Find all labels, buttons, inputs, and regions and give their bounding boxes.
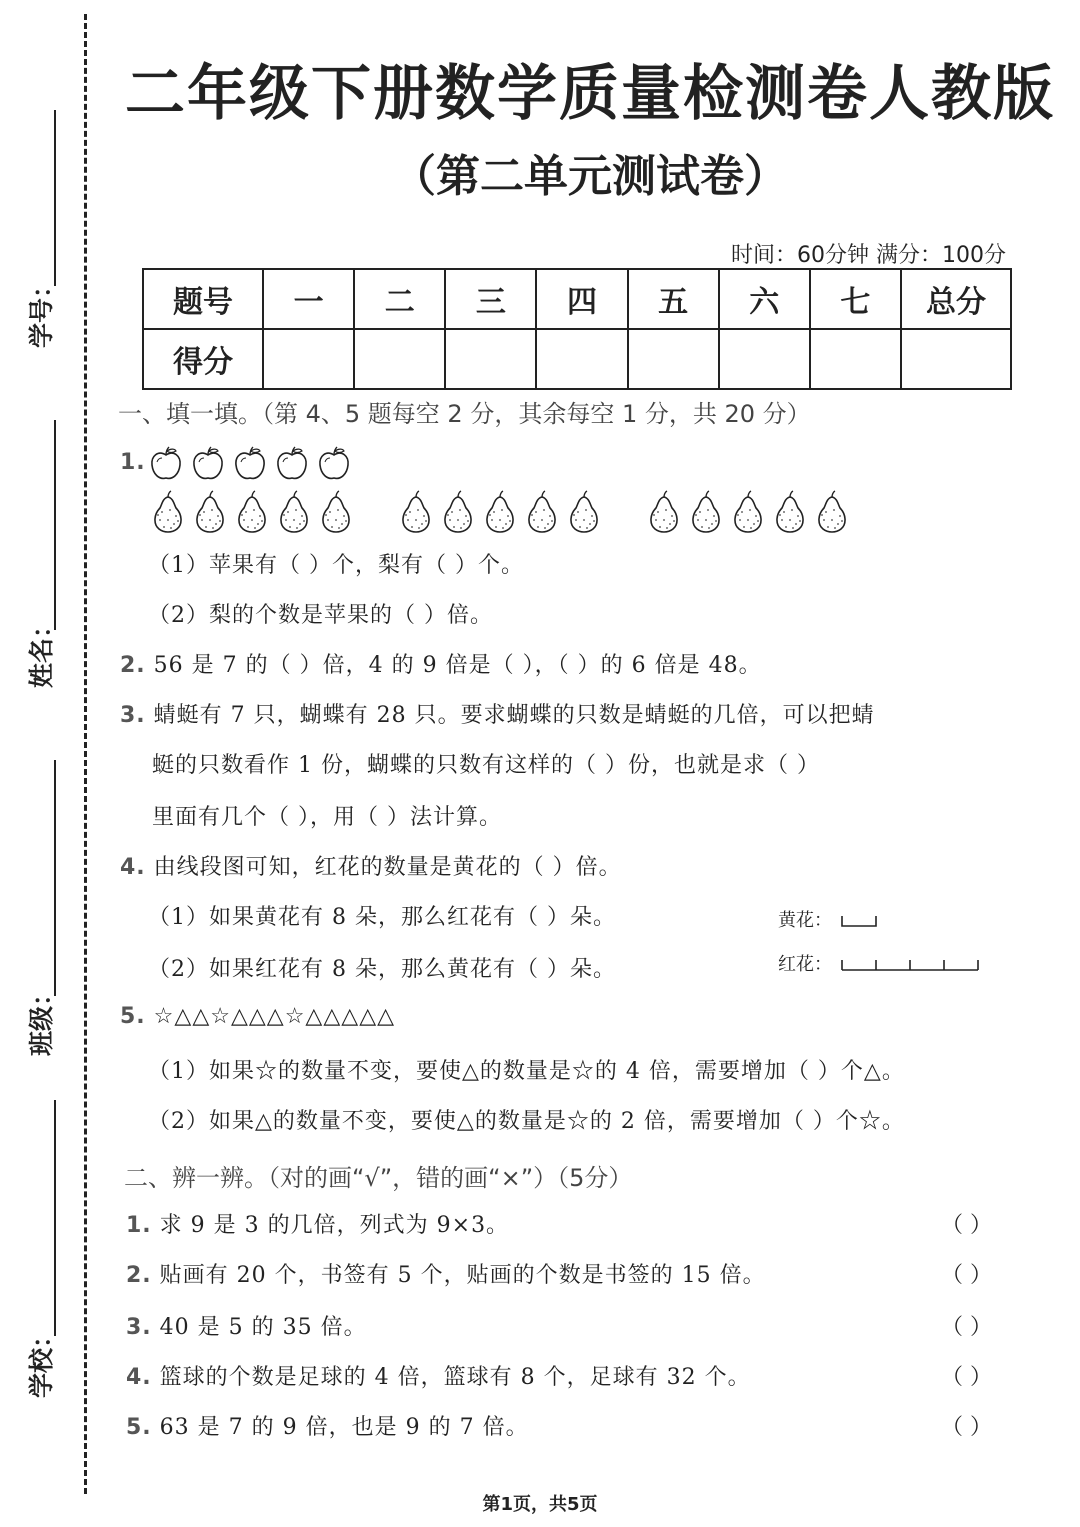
judge-item-2 — [126, 1258, 766, 1289]
q1-number: 1. — [120, 450, 146, 475]
score-input-cell[interactable] — [719, 329, 810, 389]
apple-row — [148, 446, 358, 482]
score-cell: 二 — [354, 269, 445, 329]
score-table-header-row — [143, 269, 1011, 329]
section-1-heading: 一、填一填。（第 4、5 题每空 2 分，其余每空 1 分，共 20 分） — [118, 400, 811, 428]
red-flower-segment — [840, 956, 986, 974]
q1-part1: （1）苹果有（ ）个，梨有（ ）个。 — [148, 553, 524, 578]
q2-text: 56 是 7 的（ ）倍，4 的 9 倍是（ ），（ ）的 6 倍是 48。 — [153, 653, 762, 678]
score-cell: 一 — [263, 269, 354, 329]
school-field[interactable] — [54, 1100, 56, 1336]
yellow-flower-segment — [840, 912, 880, 930]
judge-item-1 — [126, 1208, 509, 1239]
q4-part1: （1）如果黄花有 8 朵，那么红花有（ ）朵。 — [148, 905, 616, 930]
apple-icon — [316, 446, 352, 482]
q4-number: 4. — [120, 855, 146, 880]
q3-text-3: 里面有几个（ ），用（ ）法计算。 — [152, 805, 502, 830]
q5-line — [120, 1004, 395, 1029]
apple-icon — [190, 446, 226, 482]
pear-icon — [646, 490, 682, 534]
student-no-label: 学号： — [27, 272, 56, 348]
pear-icon — [276, 490, 312, 534]
score-input-cell[interactable] — [536, 329, 627, 389]
judge-text: 求 9 是 3 的几倍，列式为 9×3。 — [159, 1213, 510, 1238]
score-cell: 七 — [810, 269, 901, 329]
section-2-heading: 二、辨一辨。（对的画“√”，错的画“×”）（5分） — [124, 1164, 633, 1192]
page-subtitle: （第二单元测试卷） — [392, 151, 788, 202]
pear-row — [150, 490, 856, 534]
score-input-cell[interactable] — [354, 329, 445, 389]
pear-icon — [524, 490, 560, 534]
judge-text: 贴画有 20 个，书签有 5 个，贴画的个数是书签的 15 倍。 — [159, 1263, 766, 1288]
judge-number: 1. — [126, 1213, 152, 1238]
q3-number: 3. — [120, 703, 146, 728]
pear-icon — [772, 490, 808, 534]
q4-part2: （2）如果红花有 8 朵，那么黄花有（ ）朵。 — [148, 957, 616, 982]
yellow-flower-label: 黄花： — [778, 910, 832, 931]
judge-answer-box[interactable]: （ ） — [941, 1315, 992, 1340]
exam-meta: 时间：60分钟 满分：100分 — [731, 243, 1006, 268]
score-cell: 六 — [719, 269, 810, 329]
judge-answer-box[interactable]: （ ） — [941, 1263, 992, 1288]
q1-number-wrap — [120, 450, 146, 475]
name-label: 姓名： — [27, 612, 56, 688]
pear-icon — [688, 490, 724, 534]
score-table — [142, 268, 1012, 390]
judge-answer-box[interactable]: （ ） — [941, 1365, 992, 1390]
q4-line — [120, 850, 622, 881]
pear-icon — [814, 490, 850, 534]
q3-text-2: 蜓的只数看作 1 份，蝴蝶的只数有这样的（ ）份，也就是求（ ） — [152, 753, 820, 778]
page-title: 二年级下册数学质量检测卷人教版 — [125, 59, 1055, 129]
judge-number: 2. — [126, 1263, 152, 1288]
score-cell: 总分 — [901, 269, 1011, 329]
class-field[interactable] — [54, 760, 56, 996]
school-label: 学校： — [27, 1322, 56, 1398]
pear-icon — [398, 490, 434, 534]
pear-icon — [482, 490, 518, 534]
score-cell: 三 — [445, 269, 536, 329]
judge-answer-box[interactable]: （ ） — [941, 1213, 992, 1238]
q1-part2: （2）梨的个数是苹果的（ ）倍。 — [148, 603, 493, 628]
judge-text: 篮球的个数是足球的 4 倍，篮球有 8 个，足球有 32 个。 — [159, 1365, 751, 1390]
score-cell: 四 — [536, 269, 627, 329]
score-input-cell[interactable] — [810, 329, 901, 389]
score-row-label: 得分 — [143, 329, 263, 389]
score-input-cell[interactable] — [263, 329, 354, 389]
score-table-score-row — [143, 329, 1011, 389]
pear-icon — [150, 490, 186, 534]
q4-text: 由线段图可知，红花的数量是黄花的（ ）倍。 — [153, 855, 622, 880]
q2-line — [120, 648, 762, 679]
page-footer: 第1页，共5页 — [482, 1494, 598, 1515]
judge-item-5 — [126, 1410, 529, 1441]
q5-part2: （2）如果△的数量不变，要使△的数量是☆的 2 倍，需要增加（ ）个☆。 — [148, 1109, 905, 1134]
q5-number: 5. — [120, 1004, 146, 1029]
score-cell: 题号 — [143, 269, 263, 329]
q5-symbols: ☆△△☆△△△☆△△△△△ — [153, 1004, 396, 1029]
judge-answer-box[interactable]: （ ） — [941, 1415, 992, 1440]
pear-icon — [318, 490, 354, 534]
apple-icon — [274, 446, 310, 482]
pear-icon — [440, 490, 476, 534]
score-cell: 五 — [628, 269, 719, 329]
red-segment-path — [842, 960, 978, 970]
judge-item-3 — [126, 1310, 367, 1341]
apple-icon — [232, 446, 268, 482]
score-input-cell[interactable] — [445, 329, 536, 389]
class-label: 班级： — [27, 980, 56, 1056]
q5-part1: （1）如果☆的数量不变，要使△的数量是☆的 4 倍，需要增加（ ）个△。 — [148, 1059, 905, 1084]
student-no-field[interactable] — [54, 110, 56, 286]
name-field[interactable] — [54, 420, 56, 630]
judge-item-4 — [126, 1360, 751, 1391]
judge-number: 3. — [126, 1315, 152, 1340]
pear-icon — [234, 490, 270, 534]
judge-text: 63 是 7 的 9 倍，也是 9 的 7 倍。 — [159, 1415, 529, 1440]
pear-icon — [192, 490, 228, 534]
judge-number: 4. — [126, 1365, 152, 1390]
score-input-cell[interactable] — [628, 329, 719, 389]
red-flower-label: 红花： — [778, 954, 832, 975]
pear-icon — [730, 490, 766, 534]
q3-line1 — [120, 698, 875, 729]
binding-dashed-line — [84, 14, 87, 1494]
q2-number: 2. — [120, 653, 146, 678]
apple-icon — [148, 446, 184, 482]
q3-text-1: 蜻蜓有 7 只，蝴蝶有 28 只。要求蝴蝶的只数是蜻蜓的几倍，可以把蜻 — [153, 703, 875, 728]
judge-number: 5. — [126, 1415, 152, 1440]
score-input-cell[interactable] — [901, 329, 1011, 389]
judge-text: 40 是 5 的 35 倍。 — [159, 1315, 367, 1340]
pear-icon — [566, 490, 602, 534]
